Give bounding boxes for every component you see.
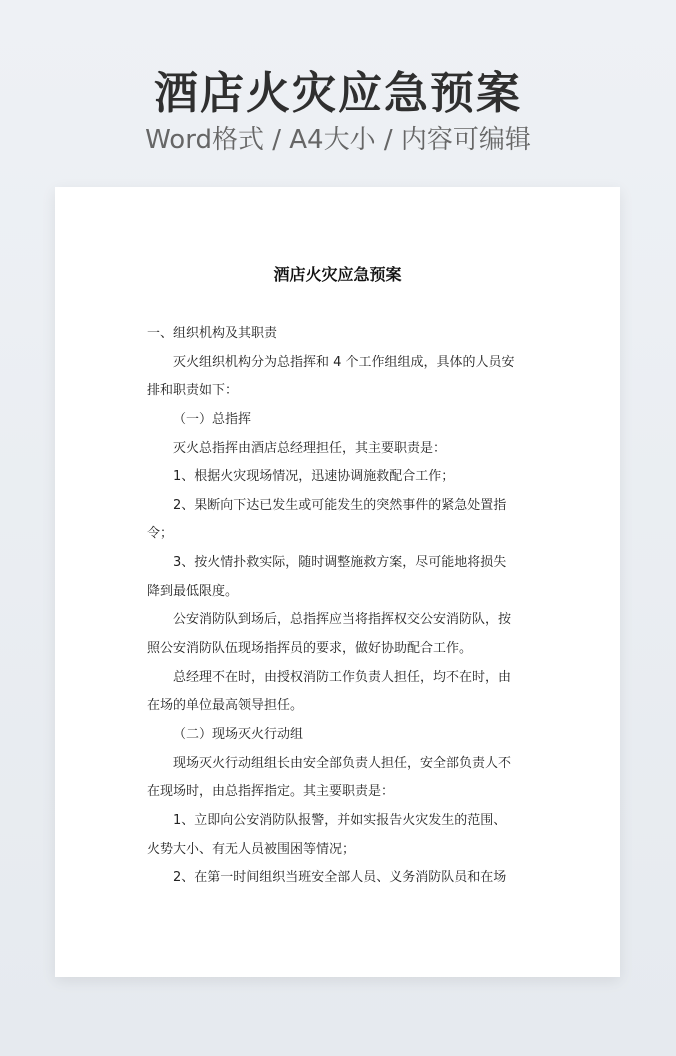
header-title: 酒店火灾应急预案 bbox=[154, 68, 522, 119]
document-title: 酒店火灾应急预案 bbox=[273, 265, 402, 284]
paragraph-line: 灭火总指挥由酒店总经理担任，其主要职责是： bbox=[173, 440, 447, 456]
paragraph-line: 灭火组织机构分为总指挥和 4 个工作组组成，具体的人员安 bbox=[173, 354, 515, 370]
list-item-line: 火势大小、有无人员被围困等情况； bbox=[147, 841, 356, 857]
list-item-line: 3、按火情扑救实际，随时调整施救方案，尽可能地将损失 bbox=[173, 555, 507, 571]
list-item-line: 2、在第一时间组织当班安全部人员、义务消防队员和在场 bbox=[173, 870, 507, 886]
paragraph-line: 在现场时，由总指挥指定。其主要职责是： bbox=[147, 784, 395, 800]
list-item-line: 2、果断向下达已发生或可能发生的突然事件的紧急处置指 bbox=[173, 497, 507, 513]
subsection-heading: （一）总指挥 bbox=[173, 411, 252, 427]
paragraph-line: 在场的单位最高领导担任。 bbox=[147, 698, 304, 714]
subsection-heading: （二）现场灭火行动组 bbox=[173, 726, 304, 742]
paragraph-line: 公安消防队到场后，总指挥应当将指挥权交公安消防队，按 bbox=[173, 612, 512, 628]
document-page bbox=[55, 187, 620, 977]
header-subtitle: Word格式 / A4大小 / 内容可编辑 bbox=[145, 125, 531, 155]
paragraph-line: 排和职责如下： bbox=[147, 383, 239, 399]
list-item-line: 令； bbox=[147, 526, 174, 542]
paragraph-line: 照公安消防队伍现场指挥员的要求，做好协助配合工作。 bbox=[147, 641, 473, 657]
document-body bbox=[147, 320, 530, 893]
list-item-line: 降到最低限度。 bbox=[147, 583, 239, 599]
list-item-line: 1、根据火灾现场情况，迅速协调施救配合工作； bbox=[173, 469, 455, 485]
list-item-line: 1、立即向公安消防队报警，并如实报告火灾发生的范围、 bbox=[173, 812, 507, 828]
section-heading: 一、组织机构及其职责 bbox=[147, 326, 278, 341]
paragraph-line: 总经理不在时，由授权消防工作负责人担任，均不在时，由 bbox=[173, 669, 512, 685]
paragraph-line: 现场灭火行动组组长由安全部负责人担任，安全部负责人不 bbox=[173, 755, 512, 771]
